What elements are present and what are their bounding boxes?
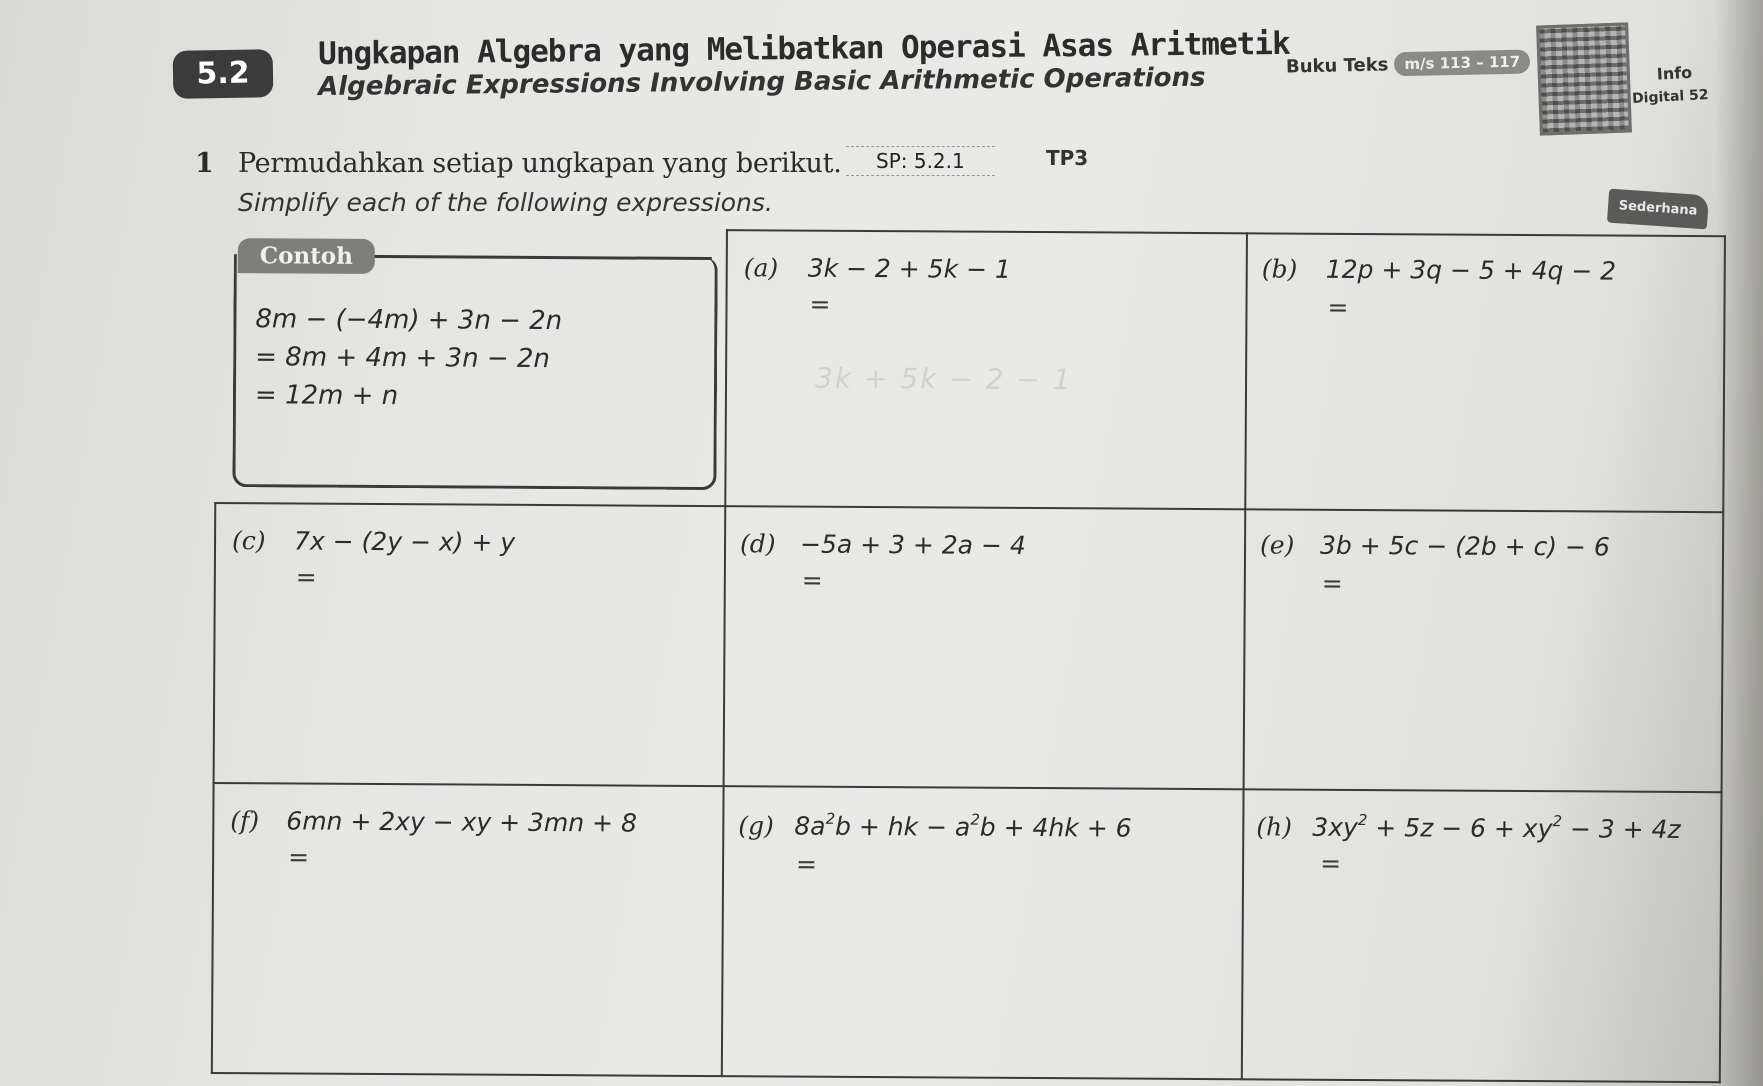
expr-superscript: 2 [1552, 812, 1563, 831]
expr-part: b + hk − a [835, 811, 971, 842]
problem-expression: −5a + 3 + 2a − 4 [799, 529, 1026, 560]
answer-cell-f[interactable] [213, 784, 723, 1075]
expr-superscript: 2 [825, 809, 836, 828]
digital-label: Digital 52 [1631, 86, 1709, 107]
section-number-badge: 5.2 [173, 49, 274, 99]
answer-cell-c[interactable] [215, 504, 725, 785]
answer-cell-d[interactable] [725, 507, 1245, 788]
answer-equals: = [1321, 568, 1343, 598]
problem-label: (h) [1256, 812, 1293, 842]
info-digital-tag [1628, 62, 1711, 130]
expr-part: b + 4hk + 6 [979, 812, 1132, 843]
question-instruction-english: Simplify each of the following expressions. [238, 188, 773, 217]
answer-equals: = [796, 849, 818, 879]
expr-part: 8a [794, 811, 826, 841]
problem-expression: 3k − 2 + 5k − 1 [807, 253, 1011, 284]
problem-label: (a) [743, 253, 779, 283]
answer-cell-e[interactable] [1245, 510, 1723, 791]
example-line-2: = 8m + 4m + 3n − 2n [255, 342, 551, 375]
example-title: Contoh [238, 238, 375, 274]
answer-cell-h[interactable] [1243, 790, 1721, 1081]
answer-cell-g[interactable] [723, 787, 1243, 1078]
answer-cell-b[interactable] [1246, 234, 1724, 511]
expr-part: 3xy [1312, 812, 1358, 842]
question-number: 1 [195, 148, 214, 179]
problem-label: (d) [739, 529, 776, 559]
section-title-malay: Ungkapan Algebra yang Melibatkan Operasi Asas Aritmetik [318, 25, 1290, 72]
faint-handwritten-working: 3k + 5k − 2 − 1 [814, 361, 1073, 397]
problem-expression [1312, 811, 1680, 844]
section-title-english: Algebraic Expressions Involving Basic Arithmetic Operations [318, 62, 1206, 102]
answer-equals: = [295, 562, 317, 592]
question-instruction-malay: Permudahkan setiap ungkapan yang berikut. [238, 148, 842, 179]
problem-label: (g) [738, 811, 774, 841]
example-line-1: 8m − (−4m) + 3n − 2n [255, 304, 563, 337]
problem-label: (f) [230, 806, 260, 836]
answer-equals: = [809, 289, 831, 319]
difficulty-level-tag: Sederhana [1607, 189, 1709, 230]
sp-code-tag: SP: 5.2.1 [846, 146, 995, 176]
problem-expression: 3b + 5c − (2b + c) − 6 [1319, 530, 1610, 562]
example-line-3: = 12m + n [254, 380, 399, 412]
problem-label: (c) [231, 526, 266, 556]
answer-equals: = [801, 565, 823, 595]
textbook-pages-badge: m/s 113 – 117 [1394, 49, 1530, 76]
expr-part: − 3 + 4z [1561, 814, 1681, 844]
expr-superscript: 2 [1357, 810, 1368, 830]
answer-equals: = [1327, 292, 1349, 322]
textbook-label: Buku Teks [1285, 53, 1389, 78]
worksheet-grid [211, 224, 1726, 1085]
problem-expression: 6mn + 2xy − xy + 3mn + 8 [286, 806, 637, 838]
problem-expression [794, 810, 1131, 843]
answer-equals: = [288, 842, 310, 872]
expr-superscript: 2 [970, 810, 980, 829]
problem-expression: 12p + 3q − 5 + 4q − 2 [1325, 254, 1617, 286]
problem-label: (e) [1259, 530, 1295, 560]
answer-equals: = [1320, 848, 1342, 878]
tp-level-tag: TP3 [1046, 146, 1089, 170]
info-label: Info [1656, 62, 1693, 84]
expr-part: + 5z − 6 + xy [1367, 813, 1553, 844]
qr-code-icon[interactable] [1536, 22, 1632, 135]
textbook-reference [1286, 49, 1531, 78]
problem-label: (b) [1261, 254, 1298, 284]
problem-expression: 7x − (2y − x) + y [293, 526, 516, 557]
